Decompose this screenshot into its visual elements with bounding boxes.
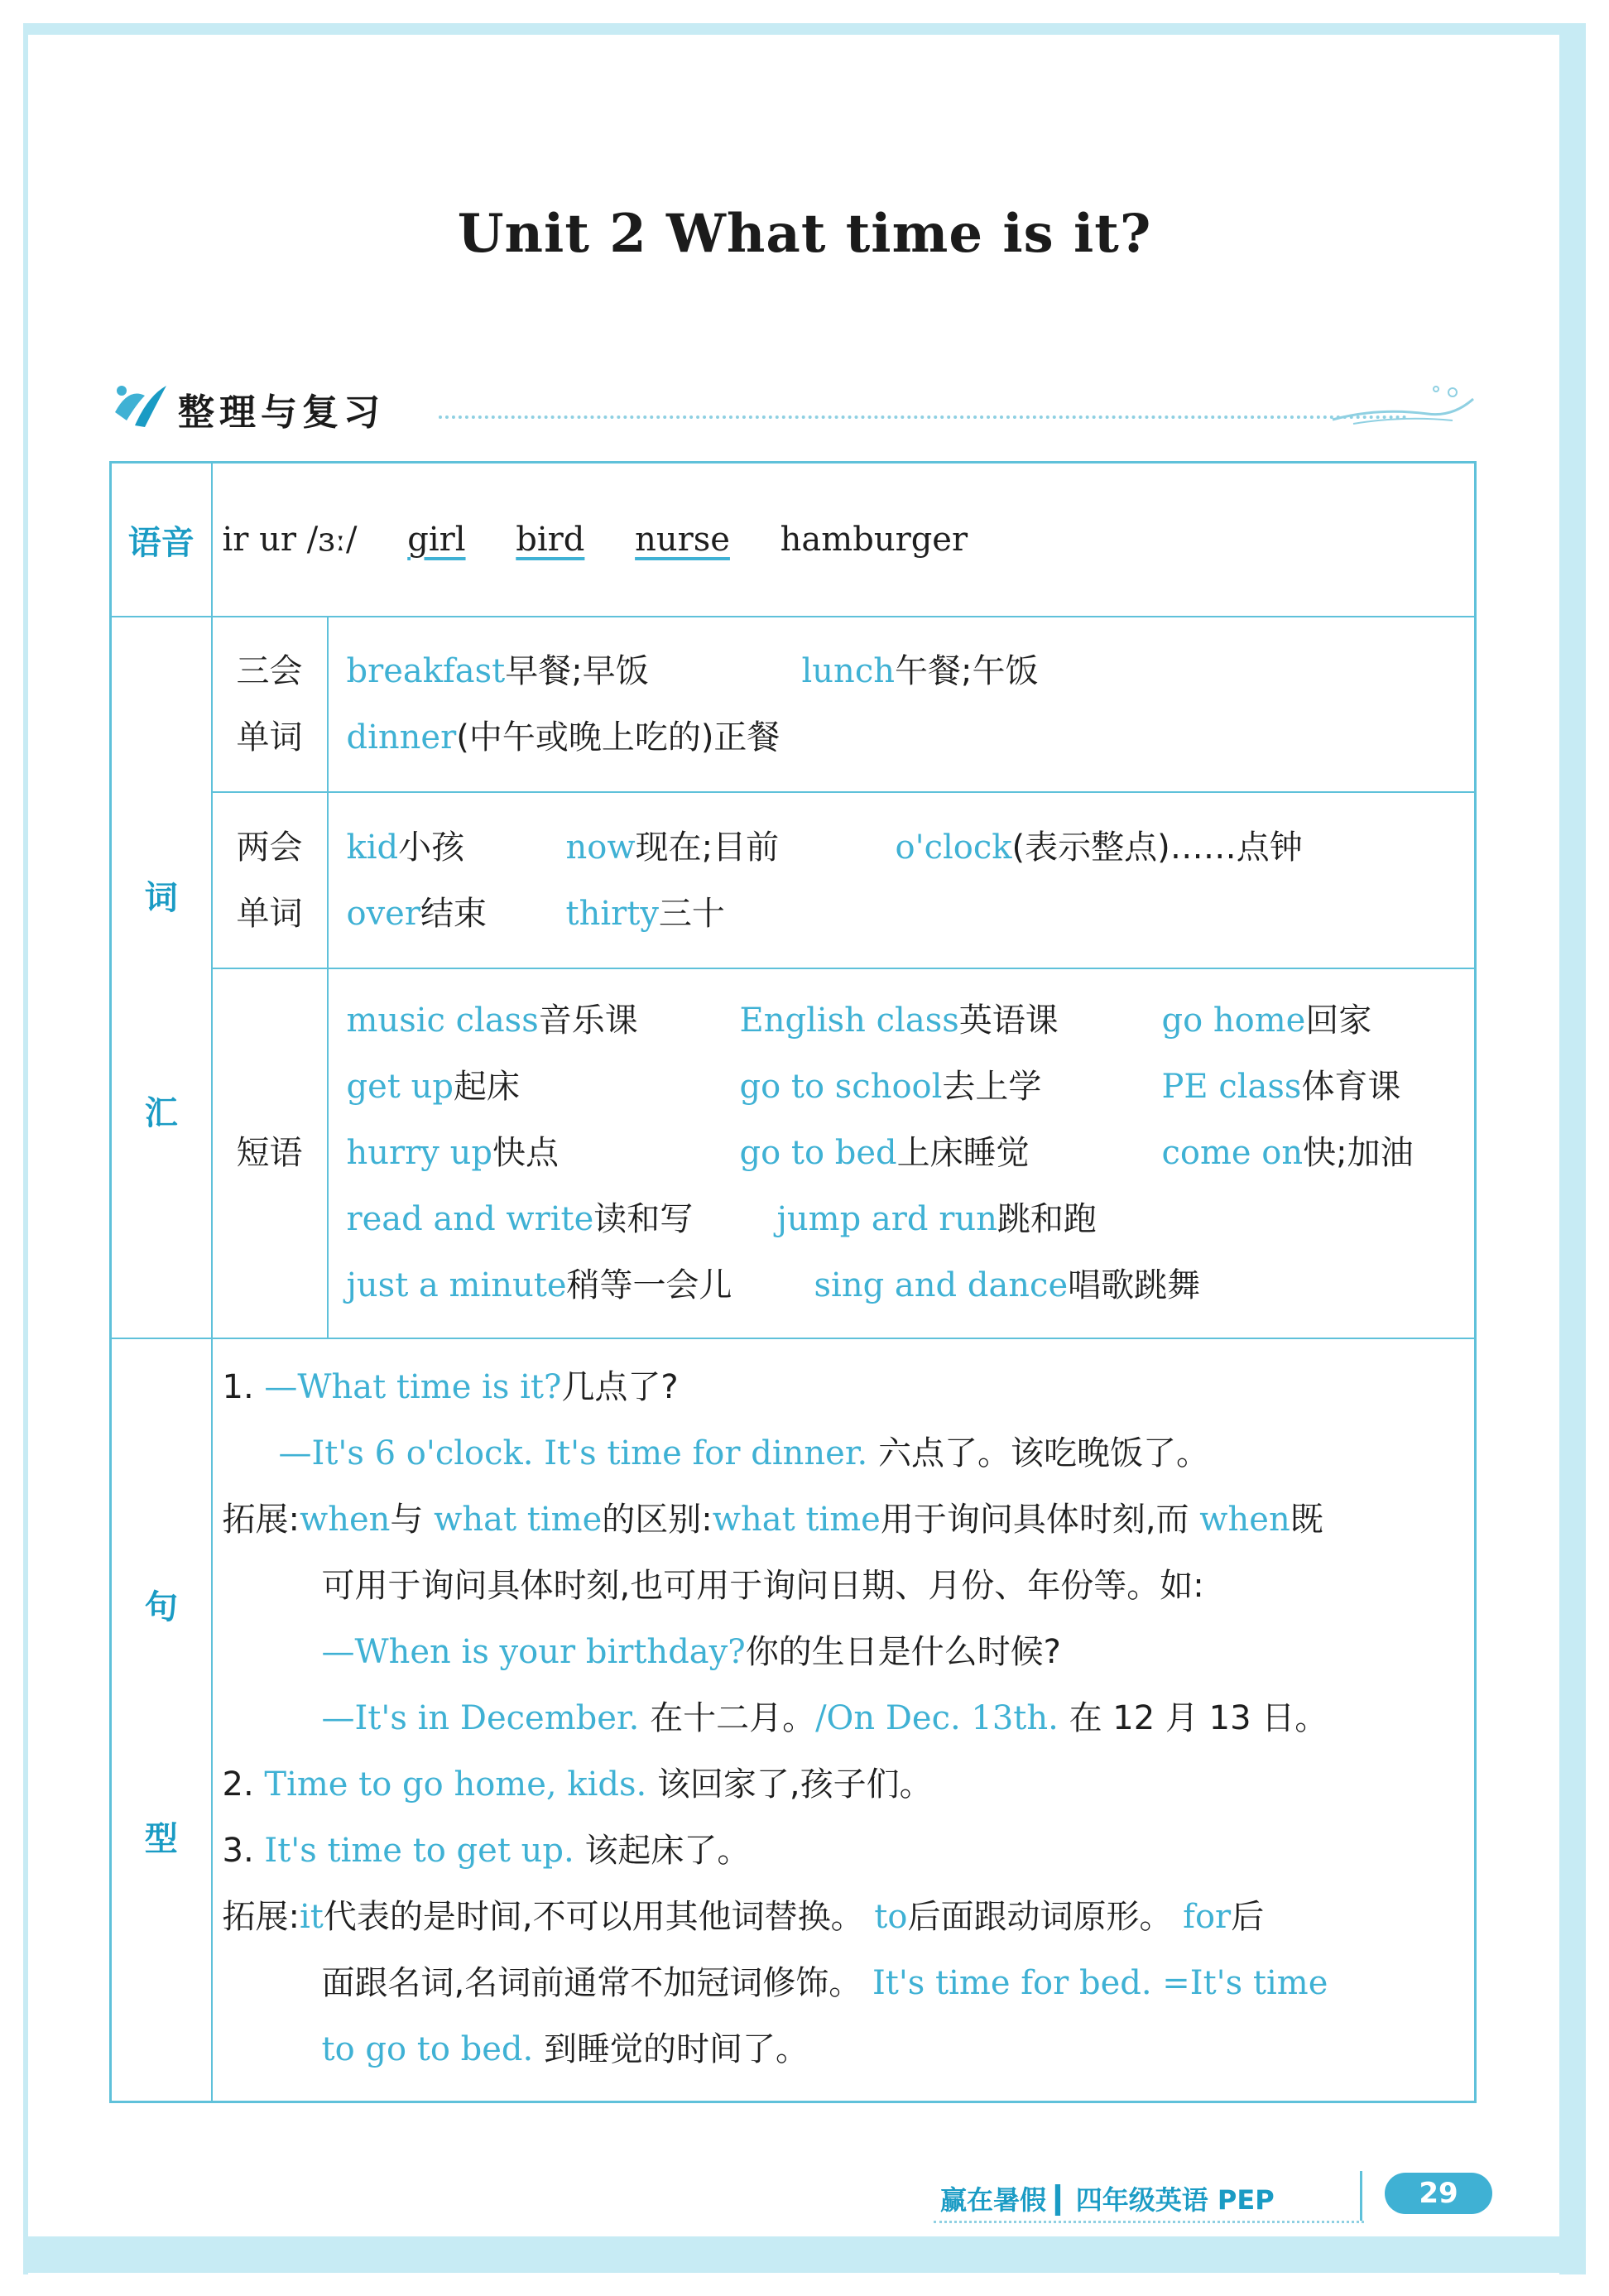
label-three-words: 三会 单词 [212,617,328,792]
sentence-line: —When is your birthday?你的生日是什么时候? [321,1633,1061,1671]
label-phrases: 短语 [212,968,328,1338]
phrase-item: hurry up快点 [346,1134,559,1173]
phrase-item: PE class体育课 [1161,1068,1401,1107]
category-sent-char-2: 型 [144,1819,178,1858]
vocab-item: thirty三十 [565,894,725,933]
label-two-words: 两会 单词 [212,792,328,968]
page-title: Unit 2 What time is it? [457,203,1152,265]
page-frame-top [23,23,1586,35]
pron-word: girl [407,521,466,559]
category-vocab [111,617,212,1338]
vocab-two-row [111,792,1476,968]
review-table [109,461,1477,2103]
sentence-line: 1. —What time is it?几点了? [222,1368,679,1406]
phrase-item: go home回家 [1161,1001,1372,1040]
pron-word: hamburger [780,521,968,559]
sentences-row [111,1338,1476,2102]
sentence-line: 可用于询问具体时刻,也可用于询问日期、月份、年份等。如: [321,1567,1204,1605]
two-words-content [328,792,1476,968]
vocab-item: breakfast早餐;早饭 [346,652,649,691]
category-sentences [111,1338,212,2102]
pron-word: bird [516,521,585,559]
category-vocab-char-2: 汇 [144,1093,178,1132]
vocab-item: over结束 [346,894,487,933]
phrase-item: music class音乐课 [346,1001,638,1040]
phrase-item: English class英语课 [739,1001,1059,1040]
phrase-item: sing and dance唱歌跳舞 [814,1266,1201,1305]
sentences-content [212,1338,1476,2102]
page-footer [934,2163,1496,2229]
three-words-content [328,617,1476,792]
category-vocab-char-1: 词 [144,878,178,917]
dotted-divider [439,415,1407,419]
footer-dotted-line [934,2221,1364,2223]
footer-divider [1360,2171,1362,2221]
page-frame-bottom [23,2236,1586,2273]
sentence-line: —It's in December. 在十二月。/On Dec. 13th. 在 12 月 13 日。 [321,1699,1328,1737]
section-header [112,374,1469,440]
vocab-three-row [111,617,1476,792]
phrases-content [328,968,1476,1338]
vocab-item: kid小孩 [346,828,465,867]
pron-word: nurse [635,521,730,559]
page-frame-right [1559,23,1586,2274]
footer-text: 赢在暑假 ▎四年级英语 PEP [940,2184,1275,2216]
phrase-item: get up起床 [346,1068,520,1107]
vocab-item: now现在;目前 [565,828,780,867]
category-pronunciation: 语音 [111,463,212,617]
section-heading: 整理与复习 [178,391,385,434]
sentence-line: 拓展:it代表的是时间,不可以用其他词替换。 to后面跟动词原形。 for后 [222,1898,1265,1936]
phrase-item: read and write读和写 [346,1200,694,1239]
page-frame-left [23,23,28,2274]
sentence-line: 拓展:when与 what time的区别:what time用于询问具体时刻,而 when既 [222,1501,1323,1539]
pronunciation-row [111,463,1476,617]
phrase-item: go to school去上学 [739,1068,1042,1107]
phrase-item: just a minute稍等一会儿 [346,1266,732,1305]
vocab-item: lunch午餐;午饭 [801,652,1039,691]
phrase-item: come on快;加油 [1161,1134,1414,1173]
vocab-item: o'clock(表示整点)……点钟 [895,828,1303,867]
sentence-line: 2. Time to go home, kids. 该回家了,孩子们。 [222,1765,933,1804]
swoosh-logo-icon [112,379,171,432]
phrase-item: jump ard run跳和跑 [776,1200,1097,1239]
phrase-item: go to bed上床睡觉 [739,1134,1030,1173]
sentence-line: to go to bed. 到睡觉的时间了。 [321,2030,809,2068]
sentence-line: 3. It's time to get up. 该起床了。 [222,1832,751,1870]
sound-symbol: ir ur /ɜː/ [222,521,358,559]
phrases-row [111,968,1476,1338]
sentence-line: —It's 6 o'clock. It's time for dinner. 六点了。该吃晚饭了。 [278,1434,1209,1472]
sentence-line: 面跟名词,名词前通常不加冠词修饰。 It's time for bed. =It's time [321,1964,1328,2002]
wave-decoration-icon [1328,374,1477,432]
category-sent-char-1: 句 [144,1588,178,1626]
page-number: 29 [1385,2173,1492,2214]
pronunciation-content [212,463,1476,617]
vocab-item: dinner(中午或晚上吃的)正餐 [346,718,780,757]
